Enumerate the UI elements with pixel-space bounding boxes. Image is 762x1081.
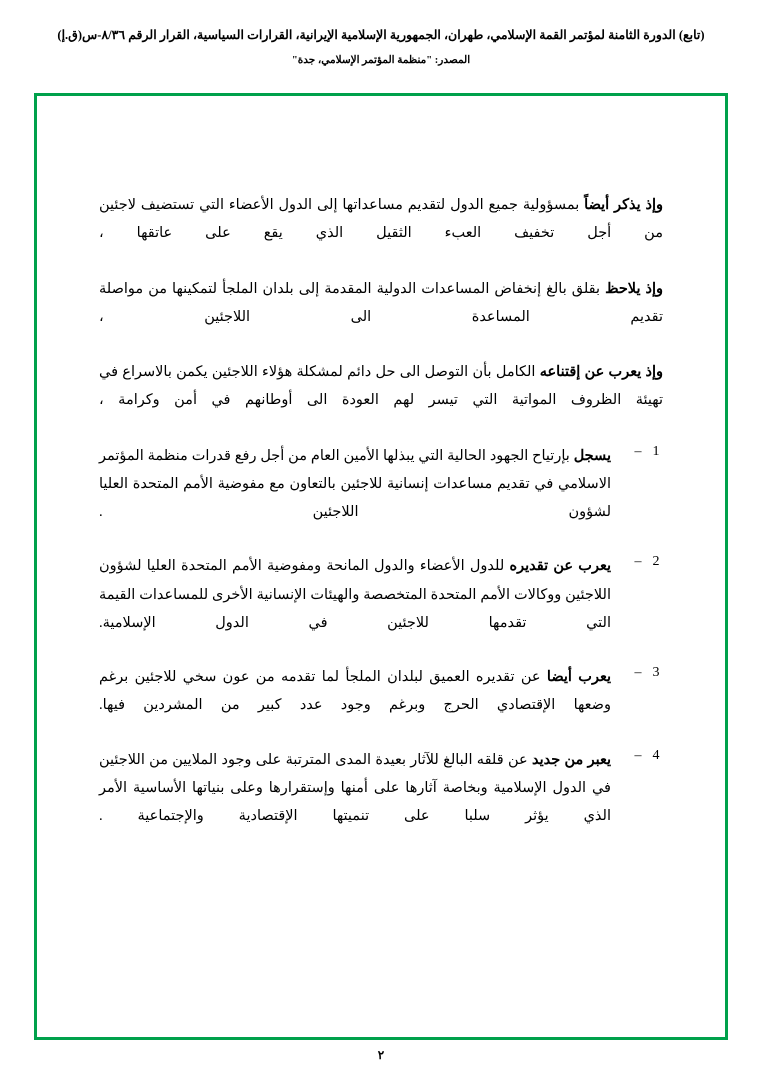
header-source: المصدر: "منظمة المؤتمر الإسلامي، جدة"	[291, 54, 471, 66]
document-header	[0, 0, 762, 66]
item-text: عن تقديره العميق لبلدان الملجأ لما تقدمه من عون سخي للاجئين برغم وضعها الإقتصادي الحرج وبرغم وجود عدد كبير من المشردين فيها.	[99, 669, 611, 714]
item-number-column	[611, 442, 663, 527]
item-body	[99, 663, 611, 720]
item-lead: يعبر من جديد	[531, 751, 611, 768]
item-number-column	[611, 552, 663, 637]
paragraph-lead: وإذ يلاحظ	[605, 280, 663, 297]
numbered-item	[99, 552, 663, 637]
item-lead: يسجل	[573, 447, 611, 464]
item-number: 3	[652, 665, 660, 681]
paragraph-lead: وإذ يعرب عن إقتناعه	[539, 364, 663, 381]
paragraph-text: الكامل بأن التوصل الى حل دائم لمشكلة هؤلاء اللاجئين يكمن بالاسراع في تهيئة الظروف المواتية التي تيسر لهم العودة الى أوطانهم في أمن وكرامة ،	[99, 364, 663, 409]
item-dash: –	[634, 554, 642, 570]
paragraph	[99, 358, 663, 415]
item-dash: –	[634, 747, 642, 763]
paragraph-text: بقلق بالغ إنخفاض المساعدات الدولية المقدمة إلى بلدان الملجأ لتمكينها من مواصلة تقديم المساعدة الى اللاجئين ،	[99, 280, 663, 325]
paragraph	[99, 191, 663, 248]
content-frame	[34, 93, 728, 1040]
numbered-item	[99, 746, 663, 831]
item-number: 1	[652, 443, 660, 459]
item-number-column	[611, 746, 663, 831]
paragraph-text: بمسؤولية جميع الدول لتقديم مساعداتها إلى الدول الأعضاء التي تستضيف لاجئين من أجل تخفيف العبء الثقيل الذي يقع على عاتقها ،	[99, 197, 663, 242]
item-dash: –	[634, 443, 642, 459]
page-number: ٢	[377, 1048, 385, 1062]
item-lead: يعرب عن تقديره	[509, 558, 611, 575]
item-text: عن قلقه البالغ للآثار بعيدة المدى المترتبة على وجود الملايين من اللاجئين في الدول الإسلامية وبخاصة آثارها على أمنها وإستقرارها وعلى بنياتها الأساسية الأمر الذي يؤثر سلبا على تنميتها الإقتصادية والإجتماعية .	[99, 751, 611, 825]
item-dash: –	[634, 665, 642, 681]
item-text: بإرتياح الجهود الحالية التي يبذلها الأمين العام من أجل رفع قدرات منظمة المؤتمر الاسلامي في تقديم مساعدات إنسانية للاجئين بالتعاون مع مفوضية الأمم المتحدة العليا لشؤون اللاجئين .	[99, 447, 611, 521]
paragraph-lead: وإذ يذكر أيضاً	[584, 197, 663, 213]
header-title: (تابع) الدورة الثامنة لمؤتمر القمة الإسلامي، طهران، الجمهورية الإسلامية الإيرانية، القرارات السياسية، القرار الرقم ٨/٣٦-س(ق.إ)	[57, 28, 705, 42]
item-number: 2	[652, 554, 660, 570]
numbered-item	[99, 663, 663, 720]
item-number: 4	[652, 747, 660, 763]
content-body	[37, 96, 725, 877]
paragraph	[99, 275, 663, 332]
item-body	[99, 746, 611, 831]
item-lead: يعرب أيضا	[546, 669, 611, 686]
item-body	[99, 442, 611, 527]
numbered-item	[99, 442, 663, 527]
item-number-column	[611, 663, 663, 720]
item-body	[99, 552, 611, 637]
item-text: للدول الأعضاء والدول المانحة ومفوضية الأمم المتحدة العليا لشؤون اللاجئين ووكالات الأمم المتحدة المتخصصة والهيئات الإنسانية الأخرى للمساعدات القيمة التي تقدمها للاجئين في الدول الإسلامية.	[99, 558, 611, 631]
